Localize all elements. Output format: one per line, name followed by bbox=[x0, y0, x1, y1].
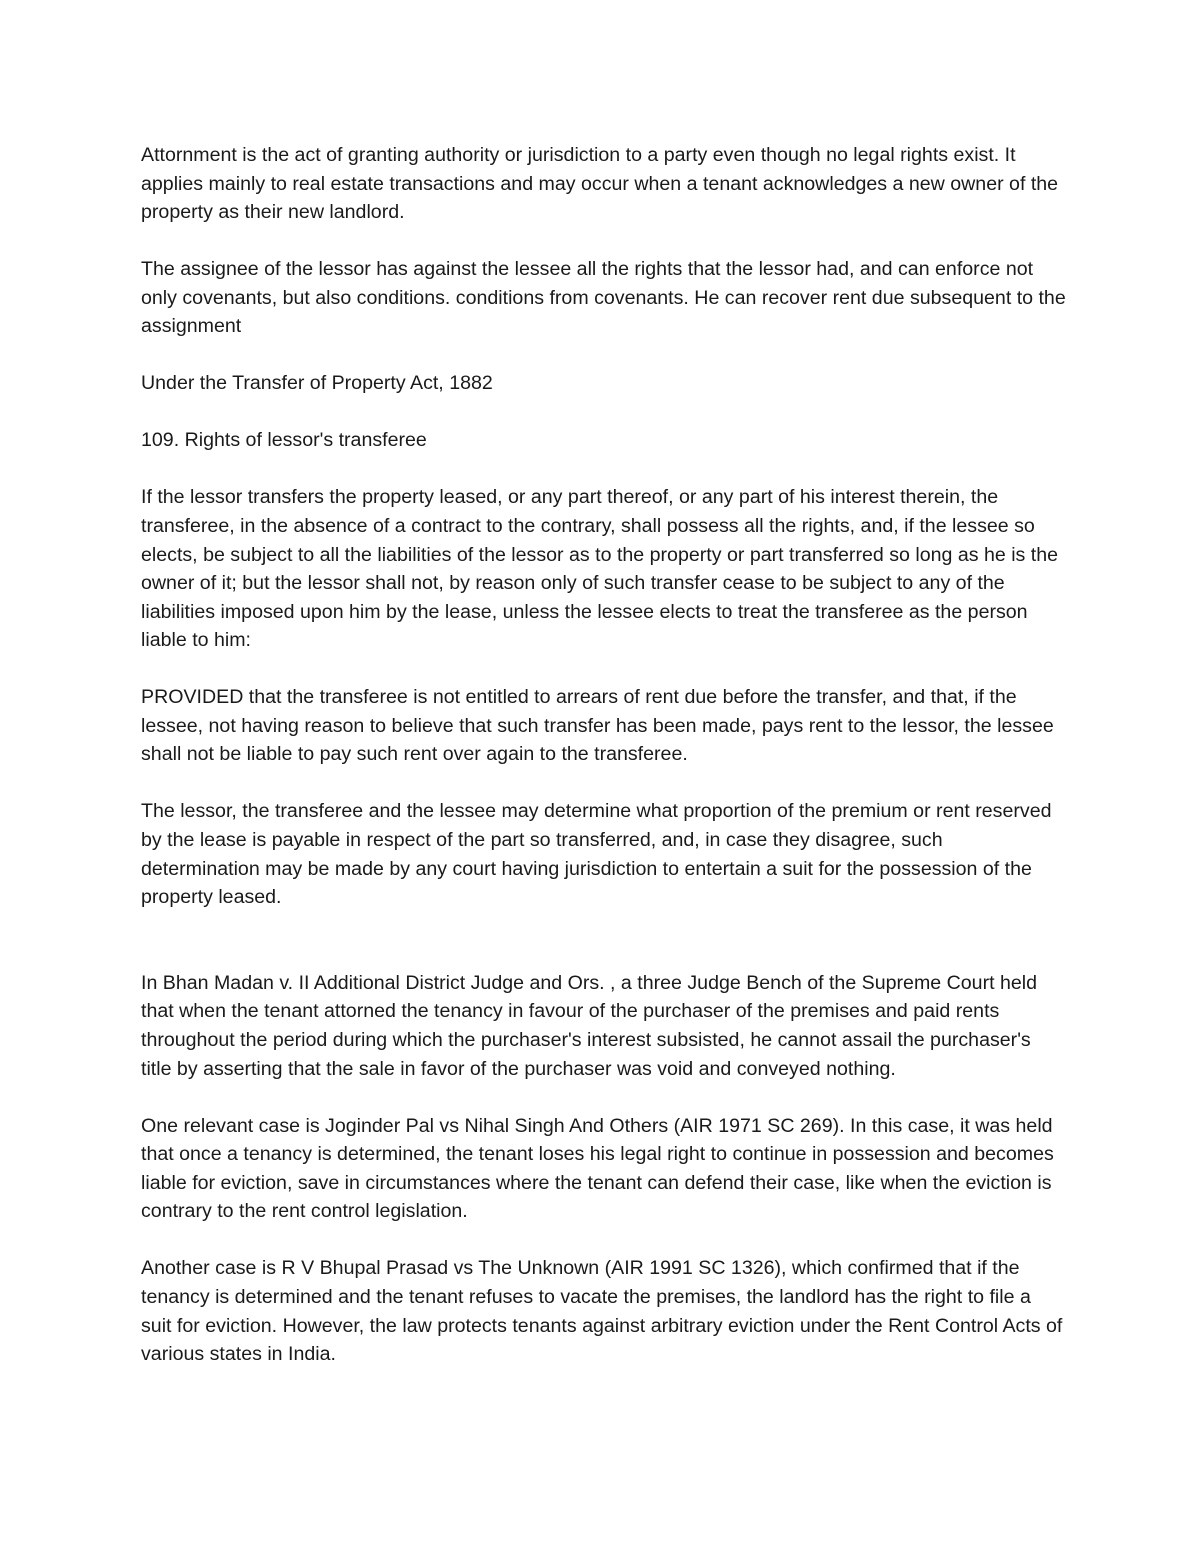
paragraph-case-bhupal-prasad: Another case is R V Bhupal Prasad vs The Unknown (AIR 1991 SC 1326), which confirmed that if the tenancy is determined and the tenant refuses to vacate the premises, the landlord has the right to file a suit for eviction. However, the law protects tenants against arbitrary eviction under the Rent Control Acts of various states in India. bbox=[141, 1257, 1063, 1366]
paragraph-proviso: PROVIDED that the transferee is not entitled to arrears of rent due before the transfer, and that, if the lessee, not having reason to believe that such transfer has been made, pays rent to the lessor, the lessee shall not be liable to pay such rent over again to the transferee. bbox=[141, 686, 1054, 766]
paragraph-section-text: If the lessor transfers the property leased, or any part thereof, or any part of his interest therein, the transferee, in the absence of a contract to the contrary, shall possess all the rights, and, if the lessee so elects, be subject to all the liabilities of the lessor as to the property or part transferred so long as he is the owner of it; but the lessor shall not, by reason only of such transfer cease to be subject to any of the liabilities imposed upon him by the lease, unless the lessee elects to treat the transferee as the person liable to him: bbox=[141, 486, 1059, 652]
paragraph-case-joginder-pal: One relevant case is Joginder Pal vs Nihal Singh And Others (AIR 1971 SC 269). In this case, it was held that once a tenancy is determined, the tenant loses his legal right to continue in possession and becomes liable for eviction, save in circumstances where the tenant can defend their case, like when the eviction is contrary to the rent control legislation. bbox=[141, 1114, 1054, 1223]
paragraph-section-heading: 109. Rights of lessor's transferee bbox=[141, 429, 427, 452]
paragraph-apportionment: The lessor, the transferee and the lessee may determine what proportion of the premium or rent reserved by the lease is payable in respect of the part so transferred, and, in case they disagree, such determination may be made by any court having jurisdiction to entertain a suit for the possession of the property leased. bbox=[141, 800, 1052, 909]
paragraph-assignee-rights: The assignee of the lessor has against the lessee all the rights that the lessor had, and can enforce not only covenants, but also conditions. conditions from covenants. He can recover rent due subsequent to the assignment bbox=[141, 258, 1066, 338]
paragraph-case-bhan-madan: In Bhan Madan v. II Additional District Judge and Ors. , a three Judge Bench of the Supreme Court held that when the tenant attorned the tenancy in favour of the purchaser of the premises and paid rents throughout the period during which the purchaser's interest subsisted, he cannot assail the purchaser's title by asserting that the sale in favor of the purchaser was void and conveyed nothing. bbox=[141, 971, 1038, 1080]
paragraph-attornment-definition: Attornment is the act of granting authority or jurisdiction to a party even though no legal rights exist. It applies mainly to real estate transactions and may occur when a tenant acknowledges a new owner of the property as their new landlord. bbox=[141, 144, 1059, 224]
paragraph-act-reference: Under the Transfer of Property Act, 1882 bbox=[141, 372, 493, 395]
document-body bbox=[141, 141, 1066, 1397]
